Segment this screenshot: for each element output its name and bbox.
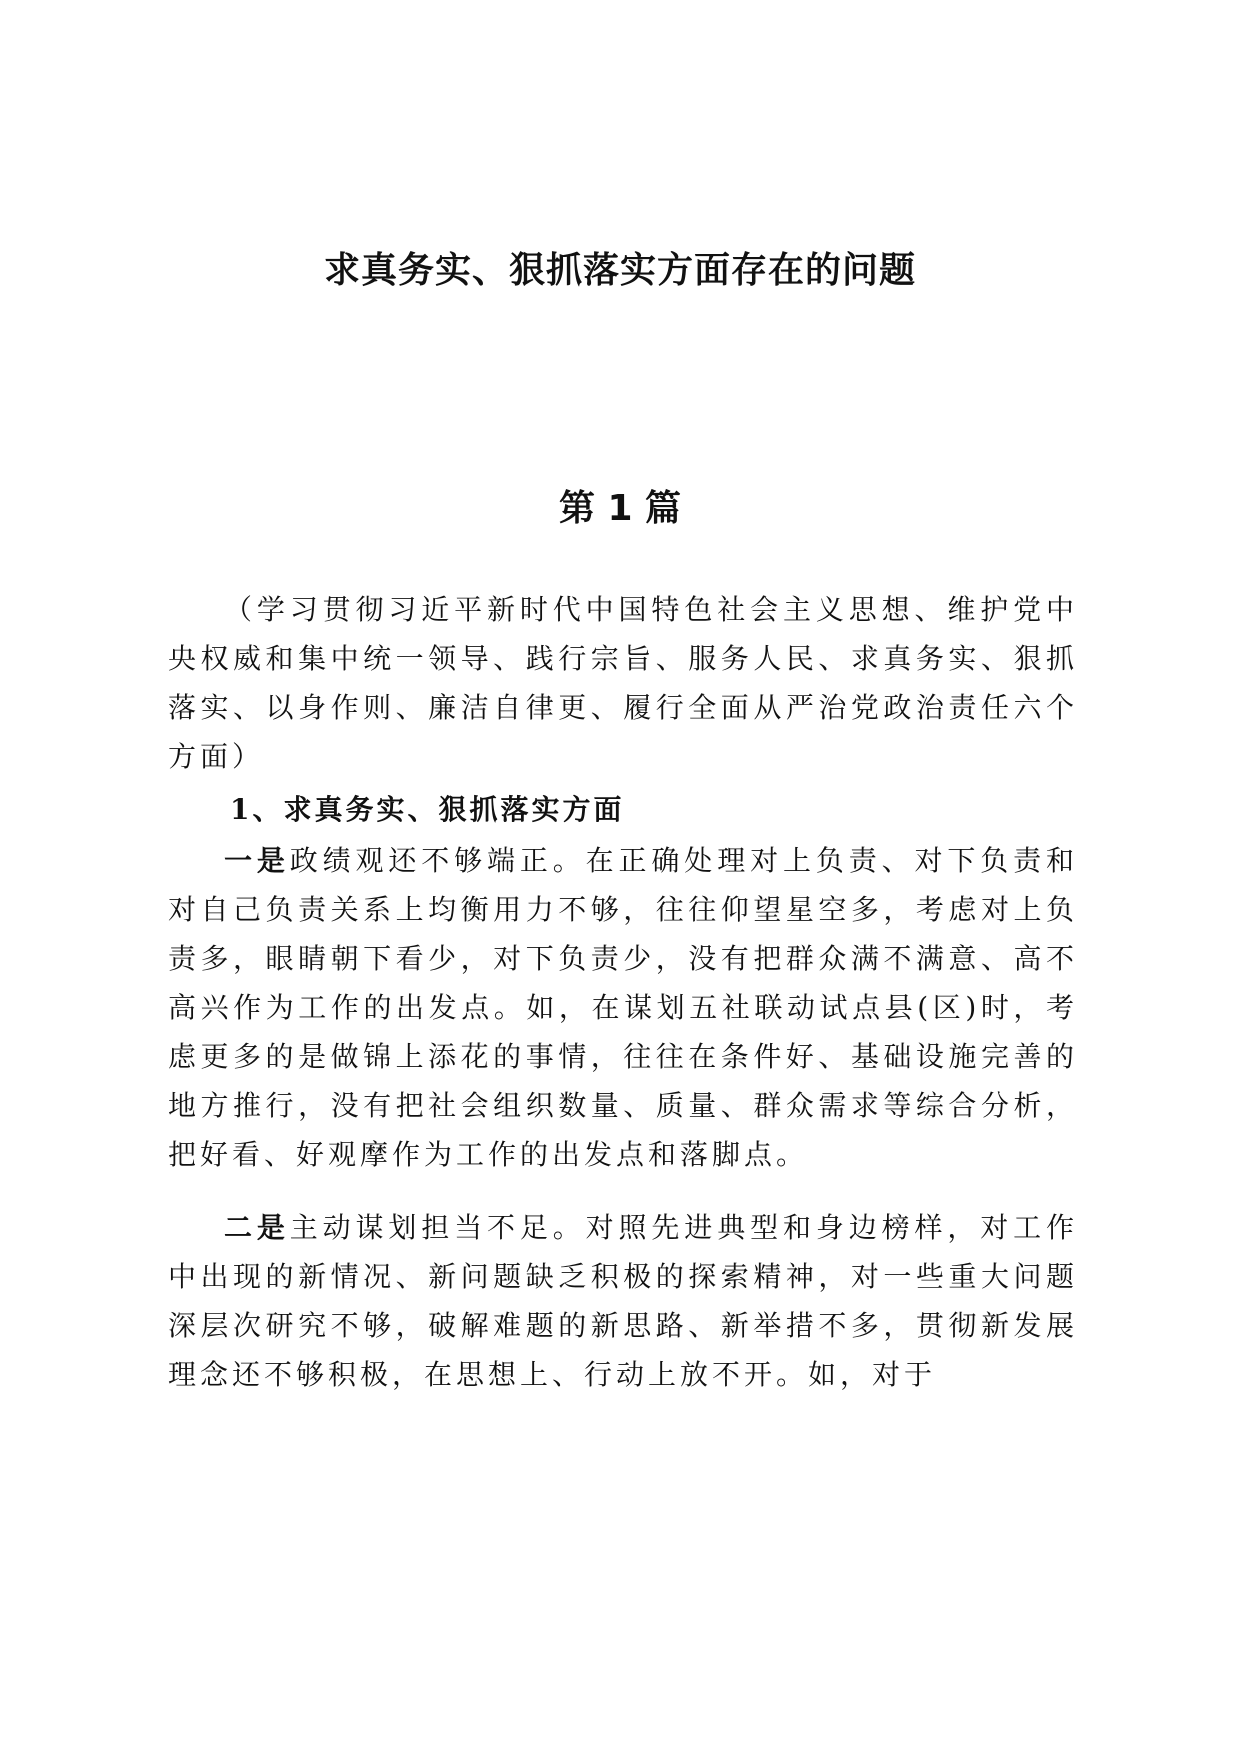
body-paragraph-2 xyxy=(168,1203,1078,1399)
intro-paragraph: （学习贯彻习近平新时代中国特色社会主义思想、维护党中央权威和集中统一领导、践行宗旨、服务人民、求真务实、狠抓落实、以身作则、廉洁自律更、履行全面从严治党政治责任六个方面） xyxy=(168,593,1078,773)
paragraph-lead: 一是 xyxy=(224,844,290,877)
subsection-heading: 1、求真务实、狠抓落实方面 xyxy=(230,793,625,826)
section-title: 第 1 篇 xyxy=(558,488,682,529)
paragraph-text: 政绩观还不够端正。在正确处理对上负责、对下负责和对自己负责关系上均衡用力不够，往往仰望星空多，考虑对上负责多，眼睛朝下看少，对下负责少，没有把群众满不满意、高不高兴作为工作的出发点。如，在谋划五社联动试点县(区)时，考虑更多的是做锦上添花的事情，往往在条件好、基础设施完善的地方推行，没有把社会组织数量、质量、群众需求等综合分析，把好看、好观摩作为工作的出发点和落脚点。 xyxy=(168,844,1078,1171)
body-paragraph-1 xyxy=(168,836,1078,1179)
document-title: 求真务实、狠抓落实方面存在的问题 xyxy=(323,250,916,291)
paragraph-text: 主动谋划担当不足。对照先进典型和身边榜样，对工作中出现的新情况、新问题缺乏积极的探索精神，对一些重大问题深层次研究不够，破解难题的新思路、新举措不多，贯彻新发展理念还不够积极，在思想上、行动上放不开。如，对于 xyxy=(168,1211,1078,1391)
paragraph-lead: 二是 xyxy=(224,1211,290,1244)
